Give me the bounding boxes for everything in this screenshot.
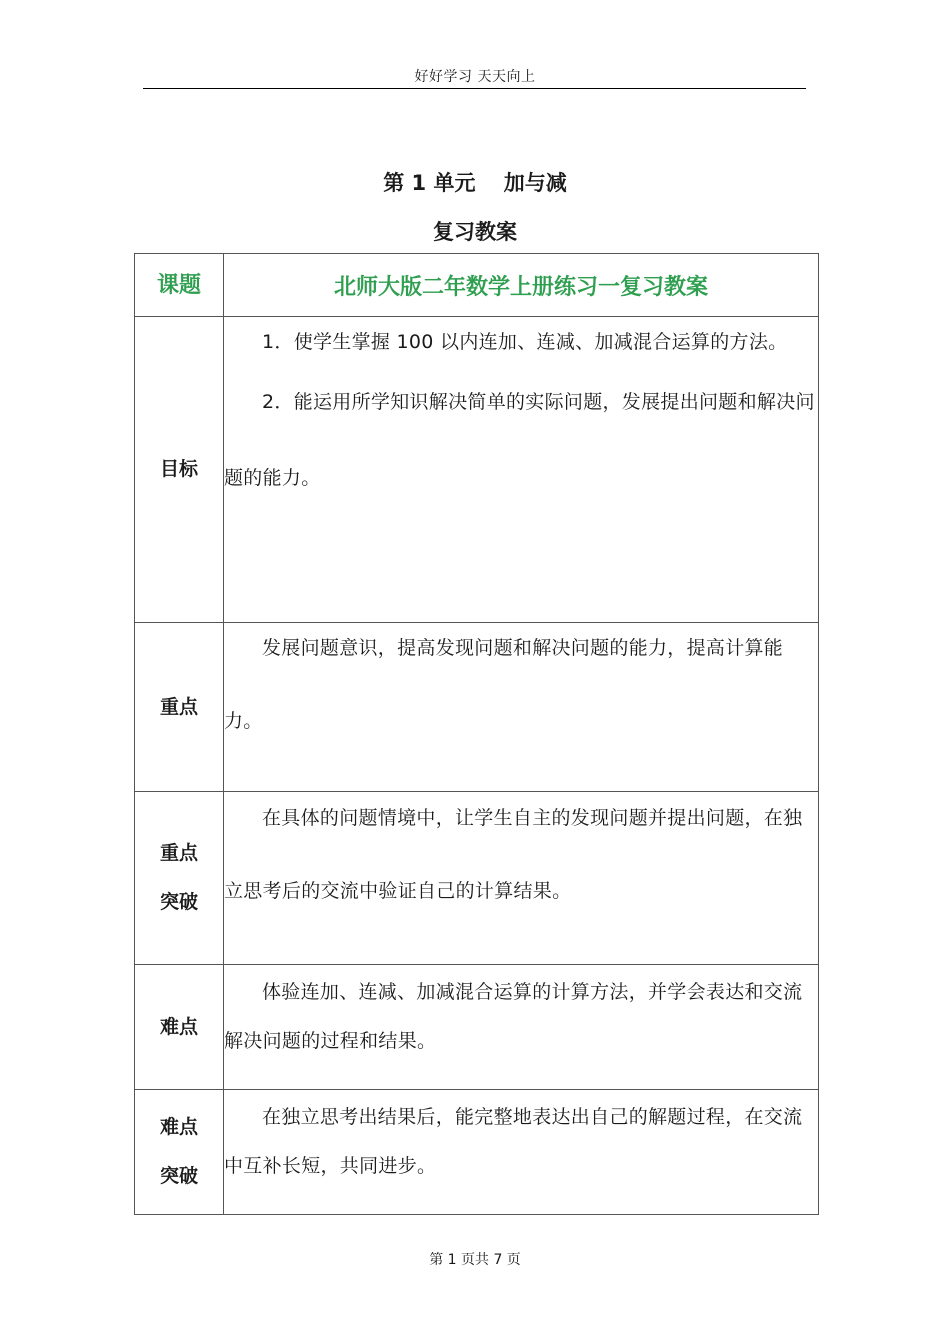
difficulty-breakthrough-label <box>135 1090 224 1215</box>
difficulties-paragraph: 体验连加、连减、加减混合运算的计算方法，并学会表达和交流解决问题的过程和结果。 <box>224 981 803 1052</box>
key-points-paragraph: 发展问题意识，提高发现问题和解决问题的能力，提高计算能力。 <box>224 637 784 732</box>
goals-content <box>224 317 819 623</box>
table-row-key-points <box>135 623 819 792</box>
key-breakthrough-content <box>224 792 819 965</box>
page-footer: 第 1 页共 7 页 <box>429 1252 521 1268</box>
header-rule <box>143 88 806 89</box>
difficulties-label: 难点 <box>135 965 224 1090</box>
table-row-goals <box>135 317 819 623</box>
difficulties-content <box>224 965 819 1090</box>
key-breakthrough-label-line-2: 突破 <box>159 891 198 913</box>
document-title: 复习教案 <box>433 220 517 244</box>
key-points-label: 重点 <box>135 623 224 792</box>
table-row-key-breakthrough <box>135 792 819 965</box>
key-breakthrough-label-line-1: 重点 <box>159 842 198 864</box>
key-points-content <box>224 623 819 792</box>
lesson-plan-table <box>134 253 819 1215</box>
difficulty-breakthrough-content <box>224 1090 819 1215</box>
table-row-difficulties <box>135 965 819 1090</box>
goals-paragraph-1: 1．使学生掌握 100 以内连加、连减、加减混合运算的方法。 <box>262 331 788 353</box>
goals-paragraph-2: 2．能运用所学知识解决简单的实际问题，发展提出问题和解决问题的能力。 <box>224 391 815 489</box>
key-breakthrough-label <box>135 792 224 965</box>
difficulty-breakthrough-label-line-2: 突破 <box>159 1165 198 1187</box>
subject-value: 北师大版二年数学上册练习一复习教案 <box>224 254 819 317</box>
goals-label: 目标 <box>135 317 224 623</box>
difficulty-breakthrough-label-line-1: 难点 <box>159 1116 198 1138</box>
table-row-difficulty-breakthrough <box>135 1090 819 1215</box>
key-breakthrough-paragraph: 在具体的问题情境中，让学生自主的发现问题并提出问题，在独立思考后的交流中验证自己的计算结果。 <box>224 807 803 902</box>
page-header: 好好学习 天天向上 <box>414 69 536 85</box>
unit-title: 第 1 单元 加与减 <box>383 171 567 195</box>
difficulty-breakthrough-paragraph: 在独立思考出结果后，能完整地表达出自己的解题过程，在交流中互补长短，共同进步。 <box>224 1106 803 1177</box>
subject-label: 课题 <box>135 254 224 317</box>
